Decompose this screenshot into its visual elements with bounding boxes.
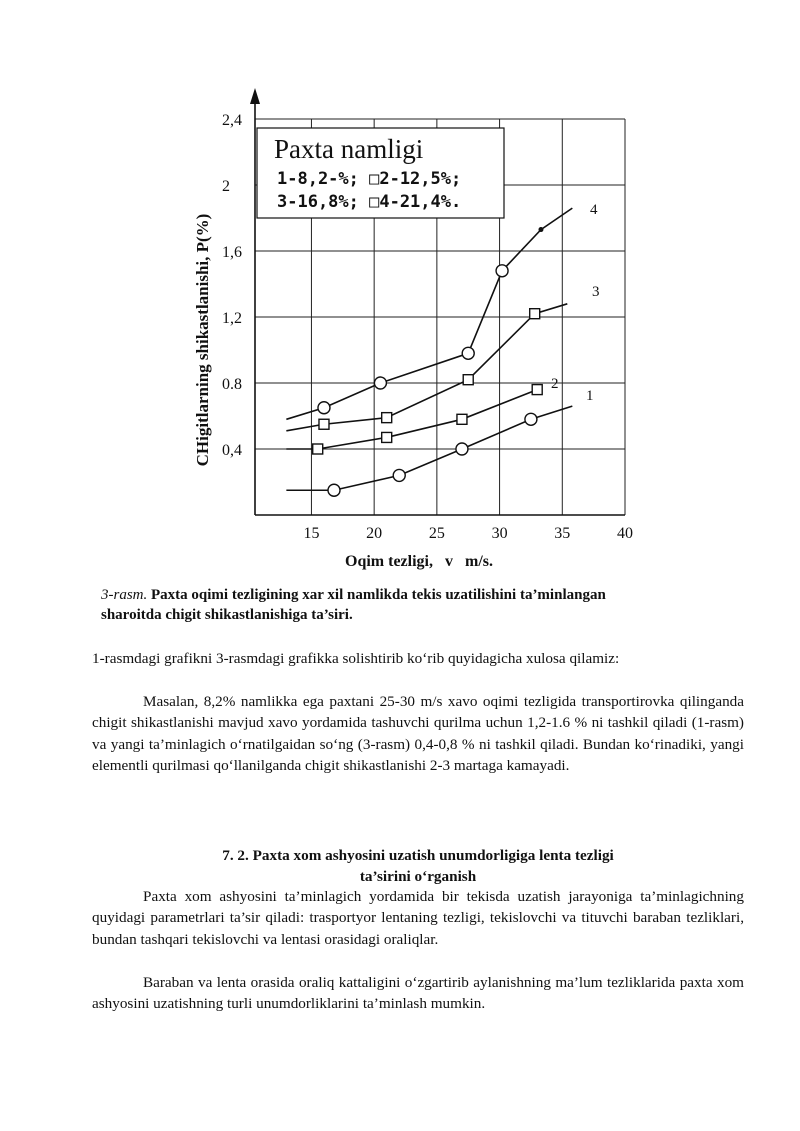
series-point-2	[382, 432, 392, 442]
series-point-4	[496, 265, 508, 277]
x-tick-labels	[303, 525, 633, 542]
x-tick-label: 40	[617, 525, 633, 542]
series-point-3	[530, 309, 540, 319]
y-axis-arrow	[250, 88, 260, 104]
section-heading	[92, 845, 744, 887]
curve-labels	[551, 202, 600, 404]
legend-box	[257, 128, 504, 218]
curve-label-2: 2	[551, 376, 559, 392]
series-point-2	[457, 414, 467, 424]
paragraph-gap: Baraban va lenta orasida oraliq kattaligini o‘zgartirib aylanishning ma’lum tezliklarida paxta xom ashyosini uzatishning turli unumdorliklarini ta’minlash mumkin.	[92, 974, 744, 1013]
curve-label-4: 4	[590, 202, 598, 218]
paragraph-example: Masalan, 8,2% namlikka ega paxtani 25-30 m/s xavo oqimi tezligida transportirovka qilinganda chigit shikastlanishi mavjud xavo yordamida tashuvchi qurilma uchun 1,2-1.6 % ni tashkil qiladi (1-rasm) va yangi ta’minlagich o‘rnatilgaidan so‘ng (3-rasm) 0,4-0,8 % ni tashkil qiladi. Bundan ko‘rinadiki, yangi elementli qurilmasi qo‘llanilganda chigit shikastlanishi 2-3 martaga kamayadi.	[92, 693, 744, 775]
y-tick-label: 1,2	[222, 310, 242, 327]
series-point-1	[456, 443, 468, 455]
y-tick-labels	[222, 112, 242, 459]
y-tick-label: 0,4	[222, 442, 242, 459]
y-tick-label: 2,4	[222, 112, 242, 129]
paragraph-parameters: Paxta xom ashyosini ta’minlagich yordamida bir tekisda uzatish jarayoniga ta’minlagichning quyidagi parametrlari ta’sir qiladi: trasportyor lentaning tezligi, tekislovchi va tituvchi baraban tezliklari, bundan tashqari tekislovchi va lentasi orasidagi oraliqlar.	[92, 888, 744, 948]
series-point-1	[328, 484, 340, 496]
legend-line-1: 1-8,2-%; □2-12,5%;	[277, 169, 462, 189]
series-point-4	[538, 227, 543, 232]
series-point-4	[462, 347, 474, 359]
series-point-3	[463, 375, 473, 385]
x-tick-label: 20	[366, 525, 383, 542]
y-tick-label: 2	[222, 178, 230, 195]
series-point-4	[374, 377, 386, 389]
x-tick-label: 15	[303, 525, 320, 542]
damage-vs-velocity-chart	[170, 82, 650, 582]
x-tick-label: 25	[428, 525, 445, 542]
curve-label-1: 1	[586, 388, 594, 404]
x-axis-label: Oqim tezligi, v m/s.	[345, 553, 493, 570]
x-tick-label: 30	[491, 525, 508, 542]
paragraph-conclusion-intro: 1-rasmdagi grafikni 3-rasmdagi grafikka solishtirib ko‘rib quyidagicha xulosa qilamiz:	[92, 650, 620, 667]
section-heading-line-2: ta’sirini o‘rganish	[359, 868, 477, 885]
series-point-4	[318, 402, 330, 414]
series-point-2	[313, 444, 323, 454]
series-point-3	[382, 413, 392, 423]
figure-caption-text: Paxta oqimi tezligining xar xil namlikda tekis uzatilishini ta’minlangan sharoitda chigit shikastlanishiga ta’siri.	[101, 587, 606, 623]
series-point-1	[393, 469, 405, 481]
series-point-3	[319, 419, 329, 429]
figure-number: 3-rasm.	[101, 587, 148, 603]
figure-caption	[101, 585, 661, 625]
y-axis-label: CHigitlarning shikastlanishi, P(%)	[193, 213, 212, 467]
series-point-2	[532, 385, 542, 395]
x-tick-label: 35	[554, 525, 571, 542]
section-heading-line-1: 7. 2. Paxta xom ashyosini uzatish unumdorligiga lenta tezligi	[222, 847, 614, 864]
y-tick-label: 1,6	[222, 244, 242, 261]
legend-line-2: 3-16,8%; □4-21,4%.	[277, 192, 462, 212]
legend-title: Paxta namligi	[274, 134, 424, 164]
curve-label-3: 3	[592, 284, 600, 300]
y-tick-label: 0.8	[222, 376, 242, 393]
series-point-1	[525, 413, 537, 425]
